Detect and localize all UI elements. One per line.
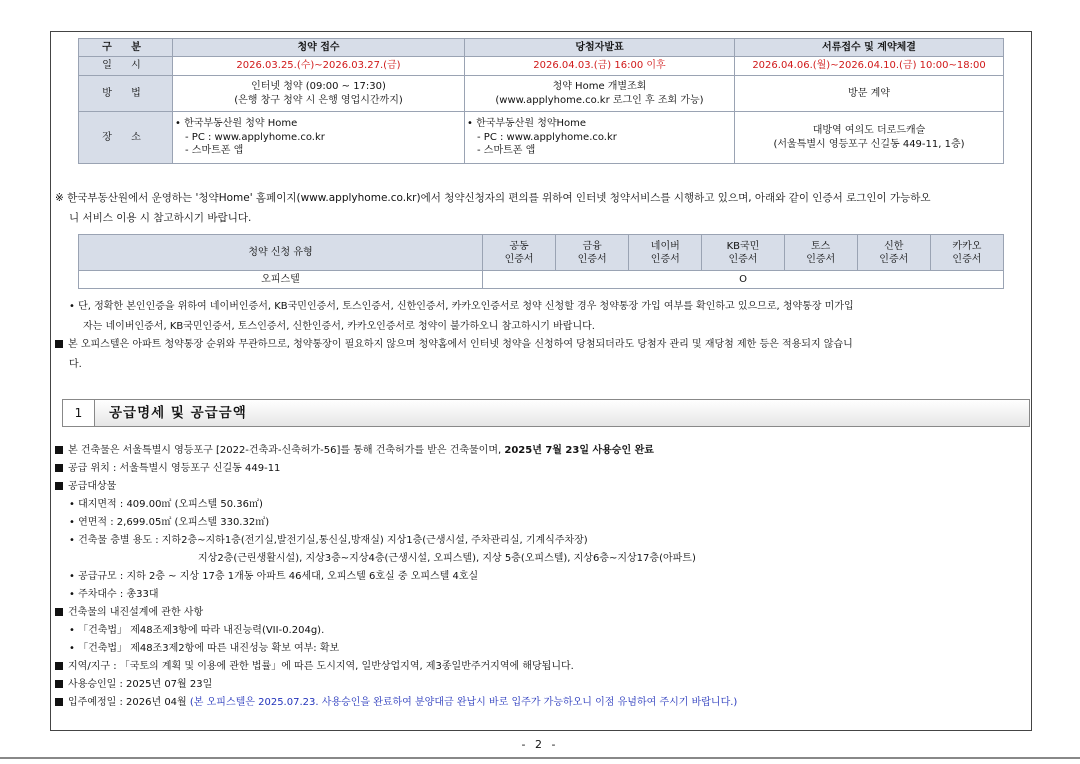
body-move-in xyxy=(55,694,1030,712)
body-move-in-text: 입주예정일 : 2026년 04월 xyxy=(68,697,190,708)
section-body xyxy=(55,442,1030,712)
method-application xyxy=(173,76,465,112)
body-move-in-note: (본 오피스텔은 2025.07.23. 사용승인을 완료하여 분양대금 완납시 바로 입주가 가능하오니 이점 유념하여 주시기 바랍니다.) xyxy=(189,697,738,708)
schedule-table xyxy=(78,38,1004,164)
method-application-line2: (은행 창구 청약 시 은행 영업시간까지) xyxy=(234,94,403,106)
schedule-method-row xyxy=(79,76,1004,112)
body-supply-target-text: 공급대상물 xyxy=(68,481,117,492)
cert-col-joint-l2: 인증서 xyxy=(504,253,534,265)
body-approval-date-text: 사용승인일 : 2025년 07월 23일 xyxy=(68,679,213,690)
body-seismic-capacity: • 「건축법」 제48조제3항에 따라 내진능력(VII-0.204g). xyxy=(69,625,325,636)
square-bullet-icon xyxy=(55,482,63,490)
cert-col-joint xyxy=(483,235,556,271)
cert-officetel-row xyxy=(79,271,1004,289)
method-label: 방 법 xyxy=(79,76,173,112)
date-label: 일 시 xyxy=(79,57,173,76)
body-seismic-performance: • 「건축법」 제48조3제2항에 따른 내진성능 확보 여부: 확보 xyxy=(69,643,340,654)
date-contract: 2026.04.06.(월)~2026.04.10.(금) 10:00~18:00 xyxy=(735,57,1004,76)
place-contract-line1: 대방역 여의도 더로드캐슬 xyxy=(812,125,926,136)
header-contract: 서류접수 및 계약체결 xyxy=(735,39,1004,57)
body-parking: • 주차대수 : 총33대 xyxy=(69,589,159,600)
cert-row-label: 오피스텔 xyxy=(79,271,483,289)
method-announcement xyxy=(465,76,735,112)
cert-header-row xyxy=(79,235,1004,271)
header-announcement: 당첨자발표 xyxy=(465,39,735,57)
body-location xyxy=(55,460,1030,478)
cert-col-kakao xyxy=(930,235,1003,271)
body-permit-text: 본 건축물은 서울특별시 영등포구 [2022-건축과-신축허가-56]를 통해 건축허가를 받은 건축물이며, xyxy=(68,445,505,456)
place-application xyxy=(173,112,465,164)
body-floor-usage: • 건축물 층별 용도 : 지하2층~지하1층(전기실,발전기실,통신실,방재실) 지상1층(근생시설, 주차관리실, 기계식주차장) xyxy=(69,535,588,546)
square-bullet-icon xyxy=(55,698,63,706)
cert-col-kakao-l2: 인증서 xyxy=(952,253,982,265)
body-seismic xyxy=(55,604,1030,622)
notice-officetel-line1 xyxy=(55,335,1030,355)
body-building-permit xyxy=(55,442,1030,460)
place-label: 장 소 xyxy=(79,112,173,164)
body-floor-usage-cont: 지상2층(근린생활시설), 지상3층~지상4층(근생시설, 오피스텔), 지상 5층(오피스텔), 지상6층~지상17층(아파트) xyxy=(198,553,696,564)
body-zoning-text: 지역/지구 : 「국토의 계획 및 이용에 관한 법률」에 따른 도시지역, 일반상업지역, 제3종일반주거지역에 해당됩니다. xyxy=(68,661,574,672)
header-category: 구 분 xyxy=(79,39,173,57)
bottom-divider xyxy=(0,757,1080,759)
body-supply-target xyxy=(55,478,1030,496)
section-title: 공급명세 및 공급금액 xyxy=(109,405,247,421)
cert-col-kb-l1: KB국민 xyxy=(726,240,760,252)
cert-col-naver xyxy=(629,235,702,271)
place-contract xyxy=(735,112,1004,164)
method-announcement-line1: 청약 Home 개별조회 xyxy=(552,81,647,92)
body-permit-approval: 2025년 7월 23일 사용승인 완료 xyxy=(504,445,654,456)
cert-col-toss-l1: 토스 xyxy=(811,240,831,252)
cert-col-shinhan xyxy=(857,235,930,271)
place-application-line3: - 스마트폰 앱 xyxy=(185,145,244,157)
place-announcement-line1: • 한국부동산원 청약Home xyxy=(467,118,587,130)
body-seismic-text: 건축물의 내진설계에 관한 사항 xyxy=(68,607,204,618)
cert-table xyxy=(78,234,1004,289)
square-bullet-icon xyxy=(55,662,63,670)
cert-col-kb-l2: 인증서 xyxy=(728,253,758,265)
cert-col-shinhan-l2: 인증서 xyxy=(879,253,909,265)
place-announcement-line3: - 스마트폰 앱 xyxy=(477,145,536,157)
square-bullet-icon xyxy=(55,608,63,616)
notice-cert-login-line2: 니 서비스 이용 시 참고하시기 바랍니다. xyxy=(69,212,252,224)
cert-col-naver-l2: 인증서 xyxy=(650,253,680,265)
schedule-place-row xyxy=(79,112,1004,164)
notice-officetel-line2: 다. xyxy=(69,359,82,370)
cert-col-naver-l1: 네이버 xyxy=(650,240,680,252)
notice-cert-restriction xyxy=(55,297,1030,337)
cert-col-kakao-l1: 카카오 xyxy=(952,240,982,252)
cert-col-finance-l2: 인증서 xyxy=(577,253,607,265)
date-announcement: 2026.04.03.(금) 16:00 이후 xyxy=(465,57,735,76)
method-announcement-line2: (www.applyhome.co.kr 로그인 후 조회 가능) xyxy=(495,94,704,106)
cert-col-joint-l1: 공동 xyxy=(509,240,529,252)
body-site-area: • 대지면적 : 409.00㎡ (오피스텔 50.36㎡) xyxy=(69,499,263,510)
cert-col-toss-l2: 인증서 xyxy=(806,253,836,265)
notice-officetel-text1: 본 오피스텔은 아파트 청약통장 순위와 무관하므로, 청약통장이 필요하지 않으며 청약홈에서 인터넷 청약을 신청하여 당첨되더라도 당첨자 관리 및 재당첨 제한 등은 적용되지 않습니 xyxy=(68,339,853,350)
method-contract: 방문 계약 xyxy=(735,76,1004,112)
schedule-header-row xyxy=(79,39,1004,57)
cert-col-toss xyxy=(784,235,857,271)
cert-col-kb xyxy=(702,235,784,271)
cert-row-value: O xyxy=(483,271,1004,289)
section-header xyxy=(62,399,1030,427)
page-number: - 2 - xyxy=(521,738,559,751)
square-bullet-icon xyxy=(55,446,63,454)
body-supply-scale: • 공급규모 : 지하 2층 ~ 지상 17층 1개동 아파트 46세대, 오피스텔 6호실 중 오피스텔 4호실 xyxy=(69,571,479,582)
header-application: 청약 접수 xyxy=(173,39,465,57)
notice-officetel xyxy=(55,335,1030,375)
method-application-line1: 인터넷 청약 (09:00 ~ 17:30) xyxy=(251,81,386,92)
section-number: 1 xyxy=(63,400,95,426)
place-announcement-line2: - PC : www.applyhome.co.kr xyxy=(477,131,617,143)
place-contract-line2: (서울특별시 영등포구 신길동 449-11, 1층) xyxy=(773,138,965,150)
cert-type-header: 청약 신청 유형 xyxy=(79,235,483,271)
cert-col-finance xyxy=(556,235,629,271)
place-application-line1: • 한국부동산원 청약 Home xyxy=(175,118,298,130)
notice-cert-login xyxy=(55,188,1030,228)
square-bullet-icon xyxy=(55,340,63,348)
cert-col-shinhan-l1: 신한 xyxy=(884,240,904,252)
notice-cert-restriction-line2: 자는 네이버인증서, KB국민인증서, 토스인증서, 신한인증서, 카카오인증서로 청약이 불가하오니 참고하시기 바랍니다. xyxy=(83,321,595,332)
notice-cert-restriction-line1: • 단, 정확한 본인인증을 위하여 네이버인증서, KB국민인증서, 토스인증서, 신한인증서, 카카오인증서로 청약 신청할 경우 청약통장 가입 여부를 확인하고 있으므로, 청약통장 미가입 xyxy=(69,301,854,312)
schedule-date-row xyxy=(79,57,1004,76)
body-zoning xyxy=(55,658,1030,676)
date-application: 2026.03.25.(수)~2026.03.27.(금) xyxy=(173,57,465,76)
body-approval-date xyxy=(55,676,1030,694)
body-floor-area: • 연면적 : 2,699.05㎡ (오피스텔 330.32㎡) xyxy=(69,517,270,528)
place-application-line2: - PC : www.applyhome.co.kr xyxy=(185,131,325,143)
square-bullet-icon xyxy=(55,680,63,688)
body-location-text: 공급 위치 : 서울특별시 영등포구 신길동 449-11 xyxy=(68,463,281,474)
cert-col-finance-l1: 금융 xyxy=(582,240,602,252)
place-announcement xyxy=(465,112,735,164)
notice-cert-login-line1: ※ 한국부동산원에서 운영하는 '청약Home' 홈페이지(www.applyhome.co.kr)에서 청약신청자의 편의를 위하여 인터넷 청약서비스를 시행하고 있으며, 아래와 같이 인증서 로그인이 가능하오 xyxy=(55,192,931,204)
square-bullet-icon xyxy=(55,464,63,472)
